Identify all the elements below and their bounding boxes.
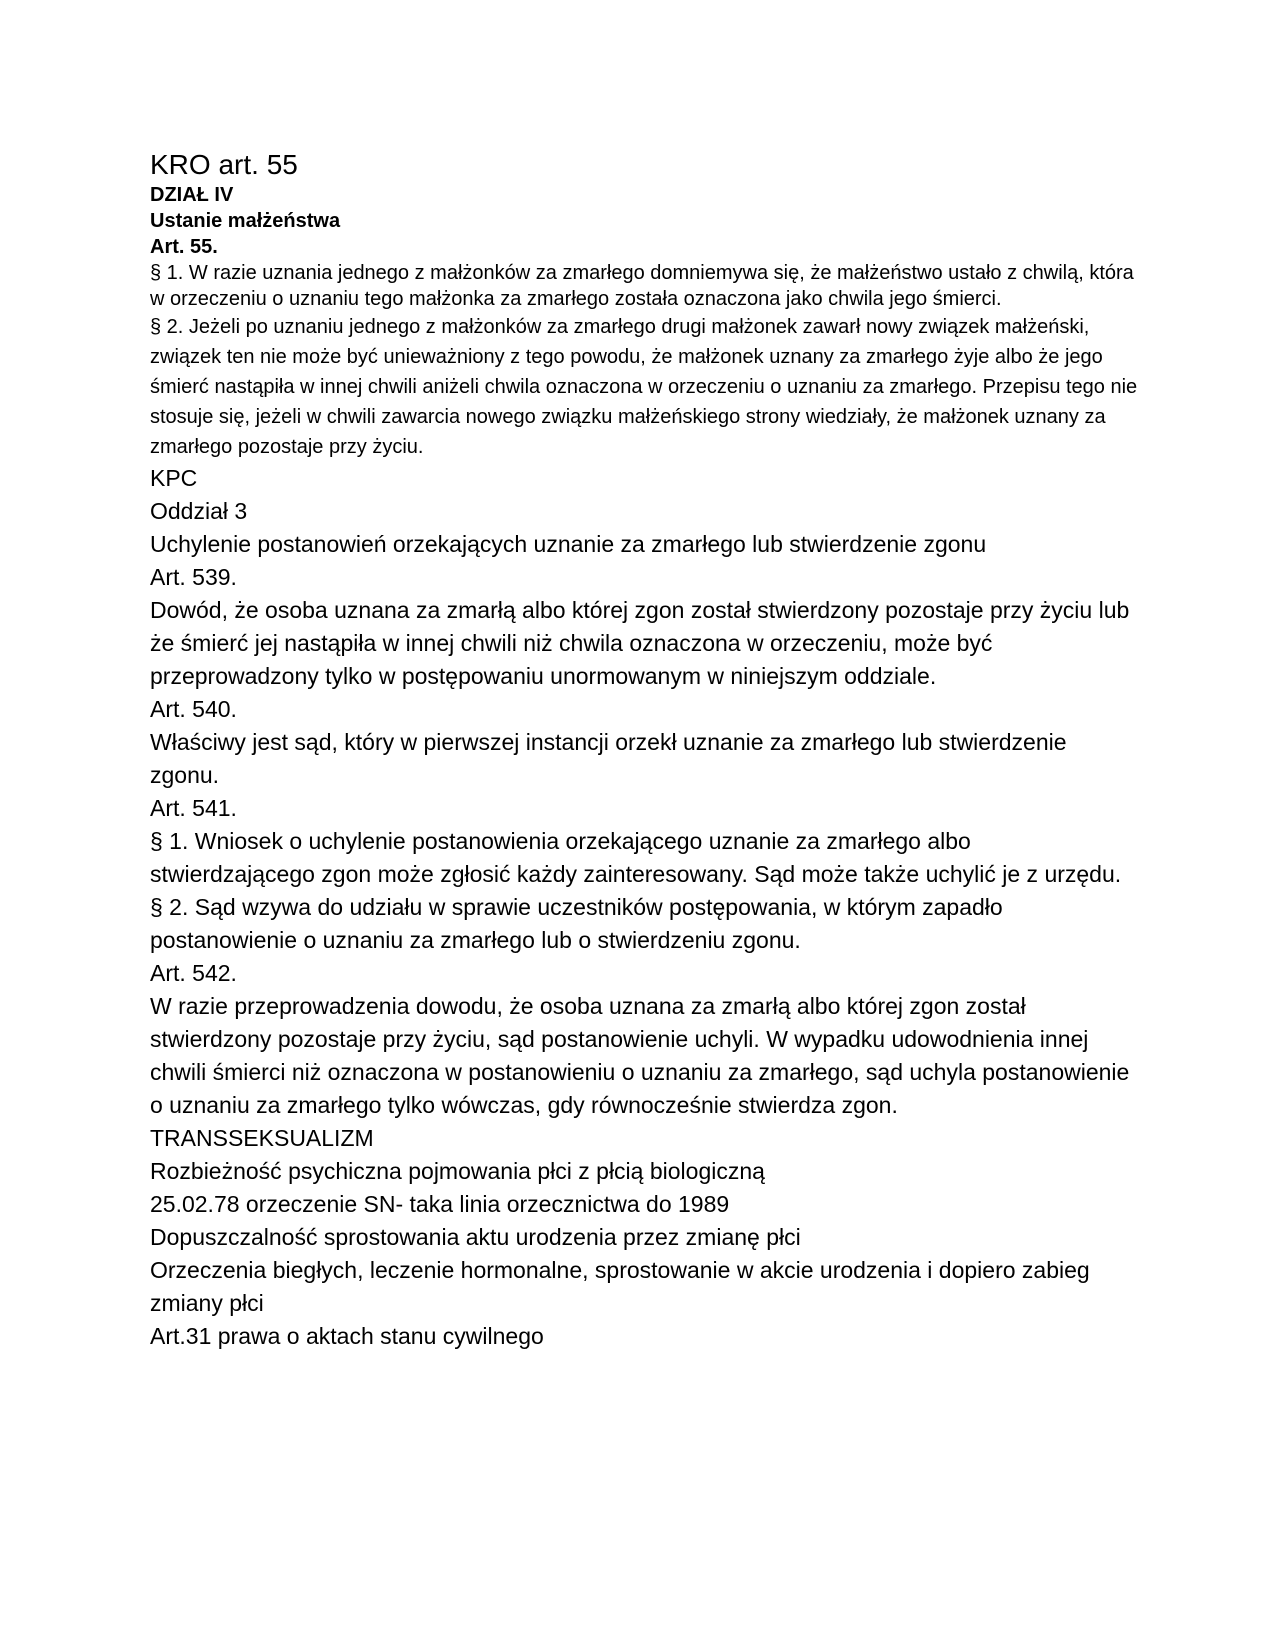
article-539-label: Art. 539.	[150, 564, 237, 590]
section-label: Oddział 3	[150, 498, 248, 524]
note-line-5: Art.31 prawa o aktach stanu cywilnego	[150, 1323, 544, 1349]
note-line-4: Orzeczenia biegłych, leczenie hormonalne, sprostowanie w akcie urodzenia i dopiero zabieg zmiany płci	[150, 1257, 1090, 1316]
section-title: Uchylenie postanowień orzekających uznanie za zmarłego lub stwierdzenie zgonu	[150, 531, 987, 557]
note-line-3: Dopuszczalność sprostowania aktu urodzenia przez zmianę płci	[150, 1224, 801, 1250]
article-55-paragraph-1: § 1. W razie uznania jednego z małżonków za zmarłego domniemywa się, że małżeństwo ustało z chwilą, która w orzeczeniu o uznaniu tego małżonka za zmarłego została oznaczona jako chwila jego śmierci.	[150, 262, 1134, 310]
note-line-1: Rozbieżność psychiczna pojmowania płci z płcią biologiczną	[150, 1158, 765, 1184]
article-542-label: Art. 542.	[150, 960, 237, 986]
article-541-paragraph-1: § 1. Wniosek o uchylenie postanowienia orzekającego uznanie za zmarłego albo stwierdzającego zgon może zgłosić każdy zainteresowany. Sąd może także uchylić je z urzędu.	[150, 828, 1122, 887]
document-page	[150, 148, 1140, 1353]
article-539-text: Dowód, że osoba uznana za zmarłą albo której zgon został stwierdzony pozostaje przy życiu lub że śmierć jej nastąpiła w innej chwili niż chwila oznaczona w orzeczeniu, może być przeprowadzony tylko w postępowaniu unormowanym w niniejszym oddziale.	[150, 597, 1130, 689]
article-541-paragraph-2: § 2. Sąd wzywa do udziału w sprawie uczestników postępowania, w którym zapadło postanowienie o uznaniu za zmarłego lub o stwierdzeniu zgonu.	[150, 894, 1003, 953]
kpc-label: KPC	[150, 465, 198, 491]
article-55-paragraph-2: § 2. Jeżeli po uznaniu jednego z małżonków za zmarłego drugi małżonek zawarł nowy związek małżeński, związek ten nie może być unieważniony z tego powodu, że małżonek uznany za zmarłego żyje albo że jego śmierć nastąpiła w innej chwili aniżeli chwila oznaczona w orzeczeniu o uznaniu za zmarłego. Przepisu tego nie stosuje się, jeżeli w chwili zawarcia nowego związku małżeńskiego strony wiedziały, że małżonek uznany za zmarłego pozostaje przy życiu.	[150, 316, 1138, 458]
topic-heading: TRANSSEKSUALIZM	[150, 1125, 374, 1151]
part-heading: DZIAŁ IV	[150, 184, 234, 206]
article-541-label: Art. 541.	[150, 795, 237, 821]
article-55-label: Art. 55.	[150, 236, 218, 258]
part-title: Ustanie małżeństwa	[150, 210, 341, 232]
note-line-2: 25.02.78 orzeczenie SN- taka linia orzecznictwa do 1989	[150, 1191, 730, 1217]
article-542-text: W razie przeprowadzenia dowodu, że osoba uznana za zmarłą albo której zgon został stwierdzony pozostaje przy życiu, sąd postanowienie uchyli. W wypadku udowodnienia innej chwili śmierci niż oznaczona w postanowieniu o uznaniu za zmarłego, sąd uchyla postanowienie o uznaniu za zmarłego tylko wówczas, gdy równocześnie stwierdza zgon.	[150, 993, 1130, 1118]
article-540-label: Art. 540.	[150, 696, 237, 722]
article-540-text: Właściwy jest sąd, który w pierwszej instancji orzekł uznanie za zmarłego lub stwierdzenie zgonu.	[150, 729, 1067, 788]
document-title: KRO art. 55	[150, 149, 298, 180]
